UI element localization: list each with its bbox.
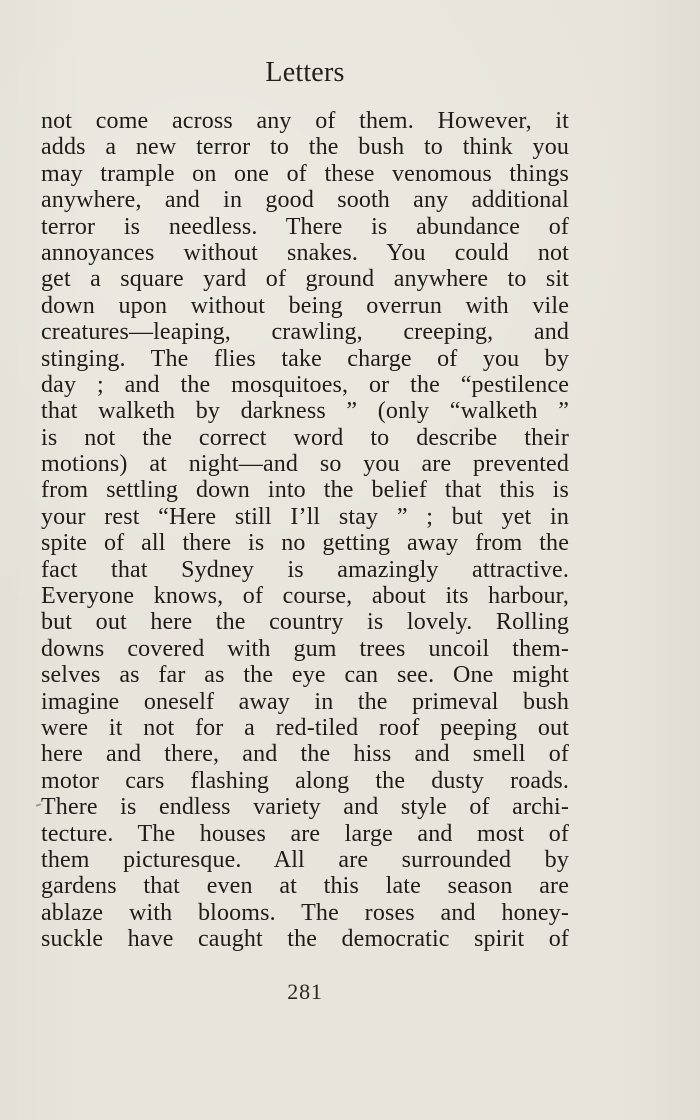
text-line: creatures—leaping, crawling, creeping, and [41, 319, 569, 346]
text-line: not come across any of them. However, it [41, 108, 569, 134]
text-line: suckle have caught the democratic spirit of [41, 926, 569, 953]
text-line: is not the correct word to describe their [41, 424, 569, 451]
text-line: from settling down into the belief that this is [41, 477, 569, 504]
text-line: here and there, and the hiss and smell of [41, 741, 569, 768]
text-line: day ; and the mosquitoes, or the “pestilence [41, 371, 569, 398]
text-line: down upon without being overrun with vile [41, 292, 569, 319]
text-line: downs covered with gum trees uncoil them- [41, 635, 569, 662]
text-line: imagine oneself away in the primeval bush [41, 688, 569, 715]
text-line: terror is needless. There is abundance of [41, 213, 569, 240]
text-line: stinging. The flies take charge of you by [41, 345, 569, 372]
text-line: selves as far as the eye can see. One might [41, 662, 569, 689]
text-line: anywhere, and in good sooth any additional [41, 187, 569, 214]
text-line: but out here the country is lovely. Rolling [41, 609, 569, 636]
text-line: them picturesque. All are surrounded by [41, 846, 569, 873]
page-number: 281 [287, 979, 323, 1004]
text-line: ablaze with blooms. The roses and honey- [41, 899, 569, 926]
text-line: motor cars flashing along the dusty roads. [41, 767, 569, 794]
text-line: Everyone knows, of course, about its harbour, [41, 583, 569, 610]
text-line: motions) at night—and so you are prevented [41, 451, 569, 478]
text-line: may trample on one of these venomous things [41, 160, 569, 187]
text-line: adds a new terror to the bush to think you [41, 134, 569, 161]
text-line: your rest “Here still I’ll stay ” ; but yet in [41, 503, 569, 530]
text-line: gardens that even at this late season are [41, 873, 569, 900]
text-line: annoyances without snakes. You could not [41, 239, 569, 266]
text-line: There is endless variety and style of archi- [41, 794, 569, 821]
body-text [41, 108, 569, 953]
running-head: Letters [265, 57, 345, 88]
text-line: were it not for a red-tiled roof peeping out [41, 714, 569, 741]
text-line: spite of all there is no getting away from the [41, 530, 569, 557]
text-line: tecture. The houses are large and most of [41, 820, 569, 847]
text-line: get a square yard of ground anywhere to sit [41, 266, 569, 293]
text-line: that walketh by darkness ” (only “walketh ” [41, 398, 569, 425]
text-line: fact that Sydney is amazingly attractive. [41, 556, 569, 583]
